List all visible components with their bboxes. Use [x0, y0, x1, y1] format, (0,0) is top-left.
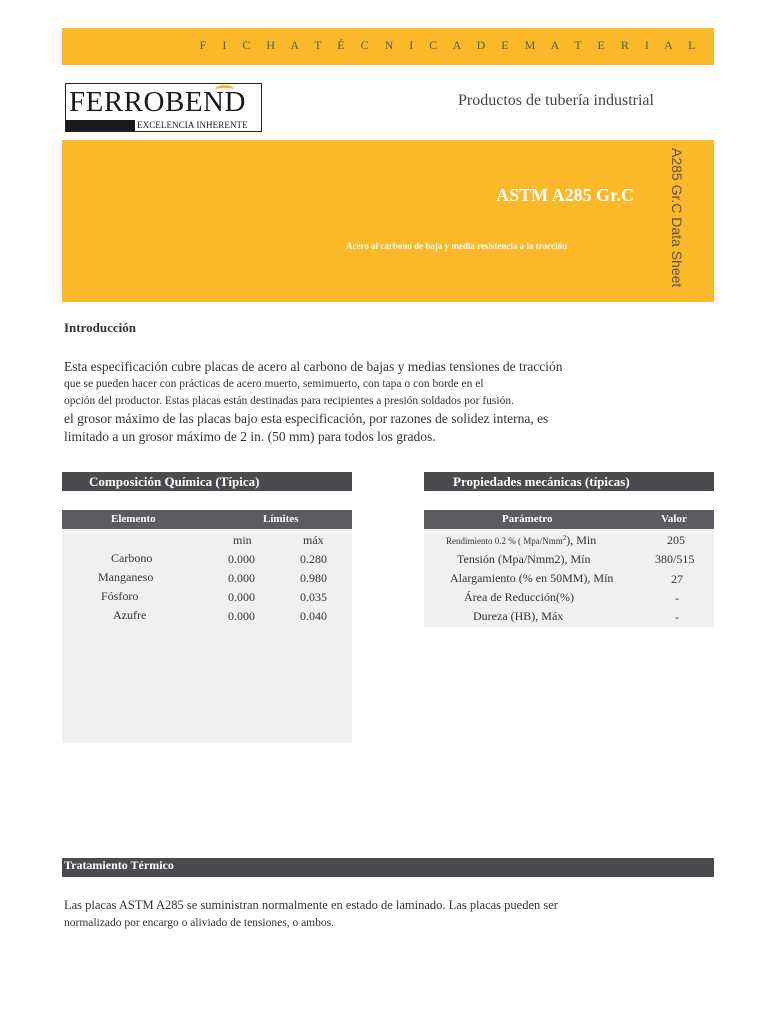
intro-line: el grosor máximo de las placas bajo esta especificación, por razones de solidez interna, es	[64, 411, 549, 426]
element-min: 0.000	[228, 552, 255, 566]
intro-line: que se pueden hacer con prácticas de acero muerto, semimuerto, con tapa o con borde en el	[64, 378, 484, 390]
mechanical-table	[424, 510, 714, 627]
col-element: Elemento	[111, 513, 156, 525]
mechanical-section-header	[424, 472, 714, 491]
mechanical-table-header	[424, 510, 714, 529]
param-value: 380/515	[655, 552, 695, 566]
chemical-table	[62, 510, 352, 743]
side-label-wrap	[667, 148, 685, 298]
param-value: -	[675, 591, 679, 605]
sub-min: min	[233, 533, 252, 547]
top-banner	[62, 28, 714, 65]
param-name: Tensión (Mpa/Nmm2), Mín	[457, 552, 591, 566]
logo-accent-arc	[215, 85, 234, 94]
intro-line: Esta especificación cubre placas de acero al carbono de bajas y medias tensiones de tracción	[64, 359, 563, 374]
brand-logo	[65, 83, 262, 132]
intro-heading: Introducción	[64, 320, 136, 335]
element-name: Azufre	[113, 608, 147, 622]
treatment-title: Tratamiento Térmico	[64, 858, 174, 872]
element-max: 0.035	[300, 590, 327, 604]
element-name: Manganeso	[98, 570, 154, 584]
mechanical-title: Propiedades mecánicas (típicas)	[453, 474, 630, 489]
param-name: Dureza (HB), Máx	[473, 609, 564, 623]
element-min: 0.000	[228, 590, 255, 604]
treatment-line: Las placas ASTM A285 se suministran normalmente en estado de laminado. Las placas pueden ser	[64, 898, 558, 912]
element-max: 0.280	[300, 552, 327, 566]
intro-body	[64, 358, 624, 446]
brand-name: FERROBEND	[69, 86, 246, 118]
banner-text: F I C H A T É C N I C A D E M A T E R I A L	[199, 38, 702, 52]
chemical-title: Composición Química (Típica)	[89, 474, 260, 489]
element-min: 0.000	[228, 609, 255, 623]
param-name: Alargamiento (% en 50MM), Mín	[450, 571, 614, 585]
material-title: ASTM A285 Gr.C	[496, 185, 634, 205]
param-value: 205	[667, 533, 685, 547]
element-name: Carbono	[111, 551, 153, 565]
param-sup: 2	[562, 534, 567, 542]
param-value: 27	[671, 572, 683, 586]
page-subtitle: Productos de tubería industrial	[458, 92, 654, 109]
chemical-section-header	[62, 472, 352, 491]
chemical-table-header	[62, 510, 352, 529]
brand-tagline: EXCELENCIA INHERENTE	[137, 120, 248, 130]
element-name: Fósforo	[101, 589, 139, 603]
intro-line: limitado a un grosor máximo de 2 in. (50 mm) para todos los grados.	[64, 429, 436, 444]
side-label: A285 Gr.C Data Sheet	[669, 148, 685, 288]
treatment-line: normalizado por encargo o aliviado de tensiones, o ambos.	[64, 917, 334, 929]
hero-banner	[62, 140, 714, 302]
param-prefix: Rendimiento 0.2 % ( Mpa/Nmm	[446, 536, 563, 546]
sub-max: máx	[303, 533, 324, 547]
logo-bar	[66, 120, 135, 131]
col-value: Valor	[661, 513, 687, 525]
element-max: 0.040	[300, 609, 327, 623]
element-min: 0.000	[228, 571, 255, 585]
material-description: Acero al carbono de baja y media resistencia a la tracción	[346, 241, 568, 251]
param-name	[446, 533, 596, 548]
param-value: -	[675, 610, 679, 624]
param-suffix: ), Min	[566, 533, 597, 547]
col-limits: Límites	[263, 513, 299, 525]
intro-line: opción del productor. Estas placas están destinadas para recipientes a presión soldados por fusión.	[64, 395, 514, 407]
element-max: 0.980	[300, 571, 327, 585]
col-parameter: Parámetro	[502, 513, 553, 525]
treatment-section-header	[62, 858, 714, 877]
param-name: Área de Reducción(%)	[464, 590, 574, 604]
treatment-body	[64, 896, 664, 932]
